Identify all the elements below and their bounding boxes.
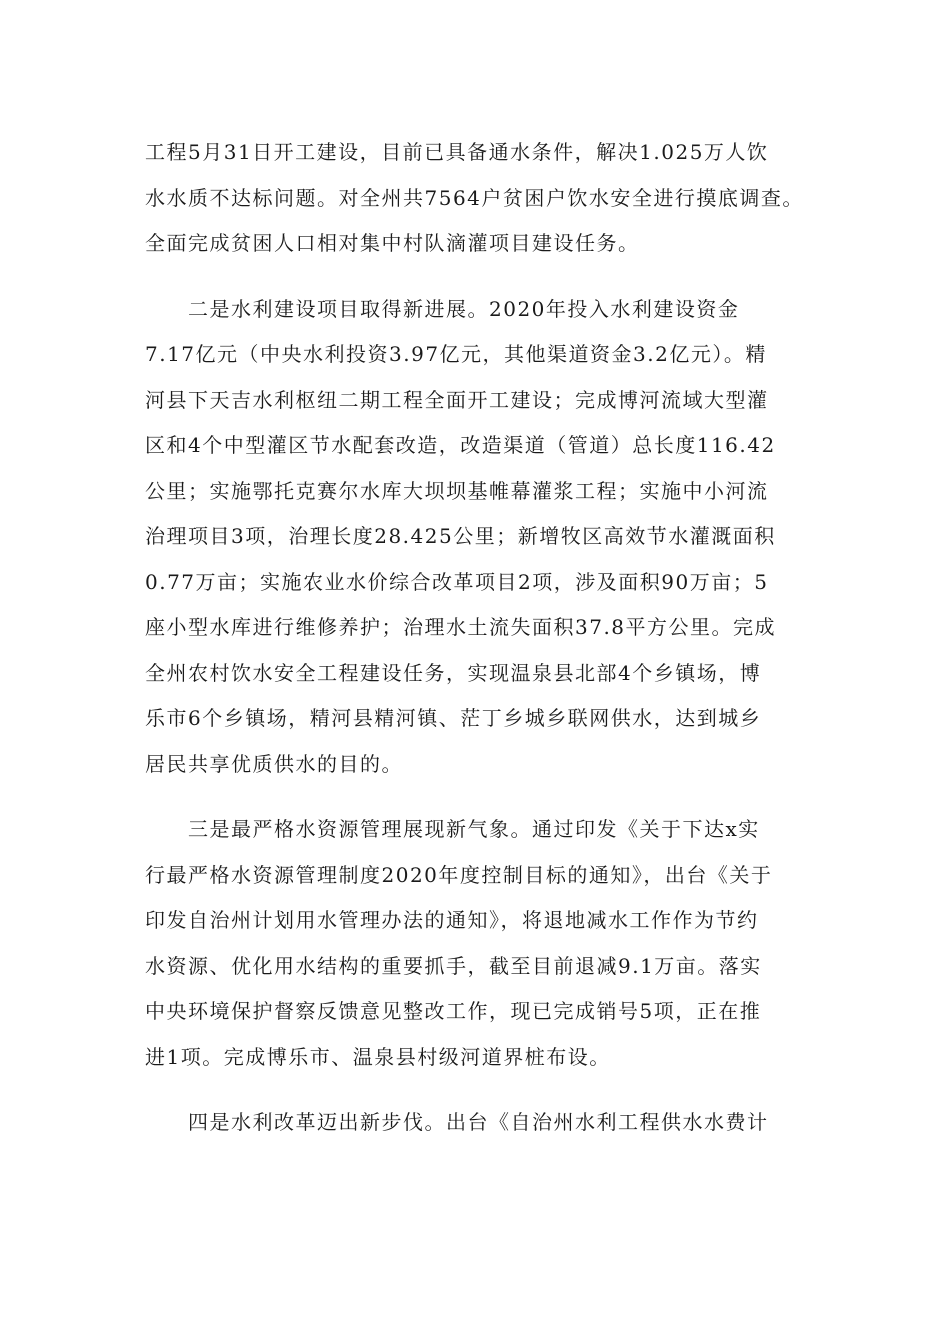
text-line: 水资源、优化用水结构的重要抓手，截至目前退减9.1万亩。落实 (145, 953, 762, 978)
paragraph-spacer (145, 787, 810, 807)
paragraph-3 (145, 807, 810, 1080)
text-line: 7.17亿元（中央水利投资3.97亿元，其他渠道资金3.2亿元）。精 (145, 342, 767, 366)
text-line: 乐市6个乡镇场，精河县精河镇、茫丁乡城乡联网供水，达到城乡 (145, 706, 762, 730)
document-body (145, 130, 810, 1146)
text-line: 二是水利建设项目取得新进展。2020年投入水利建设资金 (145, 296, 740, 321)
text-line: 四是水利改革迈出新步伐。出台《自治州水利工程供水水费计 (145, 1110, 769, 1134)
text-line: 全州农村饮水安全工程建设任务，实现温泉县北部4个乡镇场，博 (145, 660, 762, 685)
text-line: 行最严格水资源管理制度2020年度控制目标的通知》，出台《关于 (145, 862, 773, 887)
text-line: 座小型水库进行维修养护；治理水土流失面积37.8平方公里。完成 (145, 615, 777, 639)
paragraph-spacer (145, 1080, 810, 1100)
paragraph-spacer (145, 267, 810, 287)
text-line: 水水质不达标问题。对全州共7564户贫困户饮水安全进行摸底调查。 (145, 185, 804, 210)
paragraph-2 (145, 287, 810, 788)
text-line: 中央环境保护督察反馈意见整改工作，现已完成销号5项，正在推 (145, 999, 762, 1023)
paragraph-1 (145, 130, 810, 267)
text-line: 区和4个中型灌区节水配套改造，改造渠道（管道）总长度116.42 (145, 433, 776, 457)
text-line: 居民共享优质供水的目的。 (145, 751, 403, 776)
text-line: 公里；实施鄂托克赛尔水库大坝坝基帷幕灌浆工程；实施中小河流 (145, 478, 769, 503)
text-line: 全面完成贫困人口相对集中村队滴灌项目建设任务。 (145, 231, 640, 255)
text-line: 进1项。完成博乐市、温泉县村级河道界桩布设。 (145, 1044, 611, 1069)
text-line: 治理项目3项，治理长度28.425公里；新增牧区高效节水灌溉面积 (145, 524, 776, 548)
text-line: 三是最严格水资源管理展现新气象。通过印发《关于下达x实 (145, 817, 760, 841)
paragraph-4 (145, 1100, 810, 1146)
text-line: 0.77万亩；实施农业水价综合改革项目2项，涉及面积90万亩；5 (145, 569, 769, 594)
text-line: 工程5月31日开工建设，目前已具备通水条件，解决1.025万人饮 (145, 140, 769, 164)
text-line: 印发自治州计划用水管理办法的通知》，将退地减水工作作为节约 (145, 908, 759, 932)
text-line: 河县下天吉水利枢纽二期工程全面开工建设；完成博河流域大型灌 (145, 387, 769, 412)
